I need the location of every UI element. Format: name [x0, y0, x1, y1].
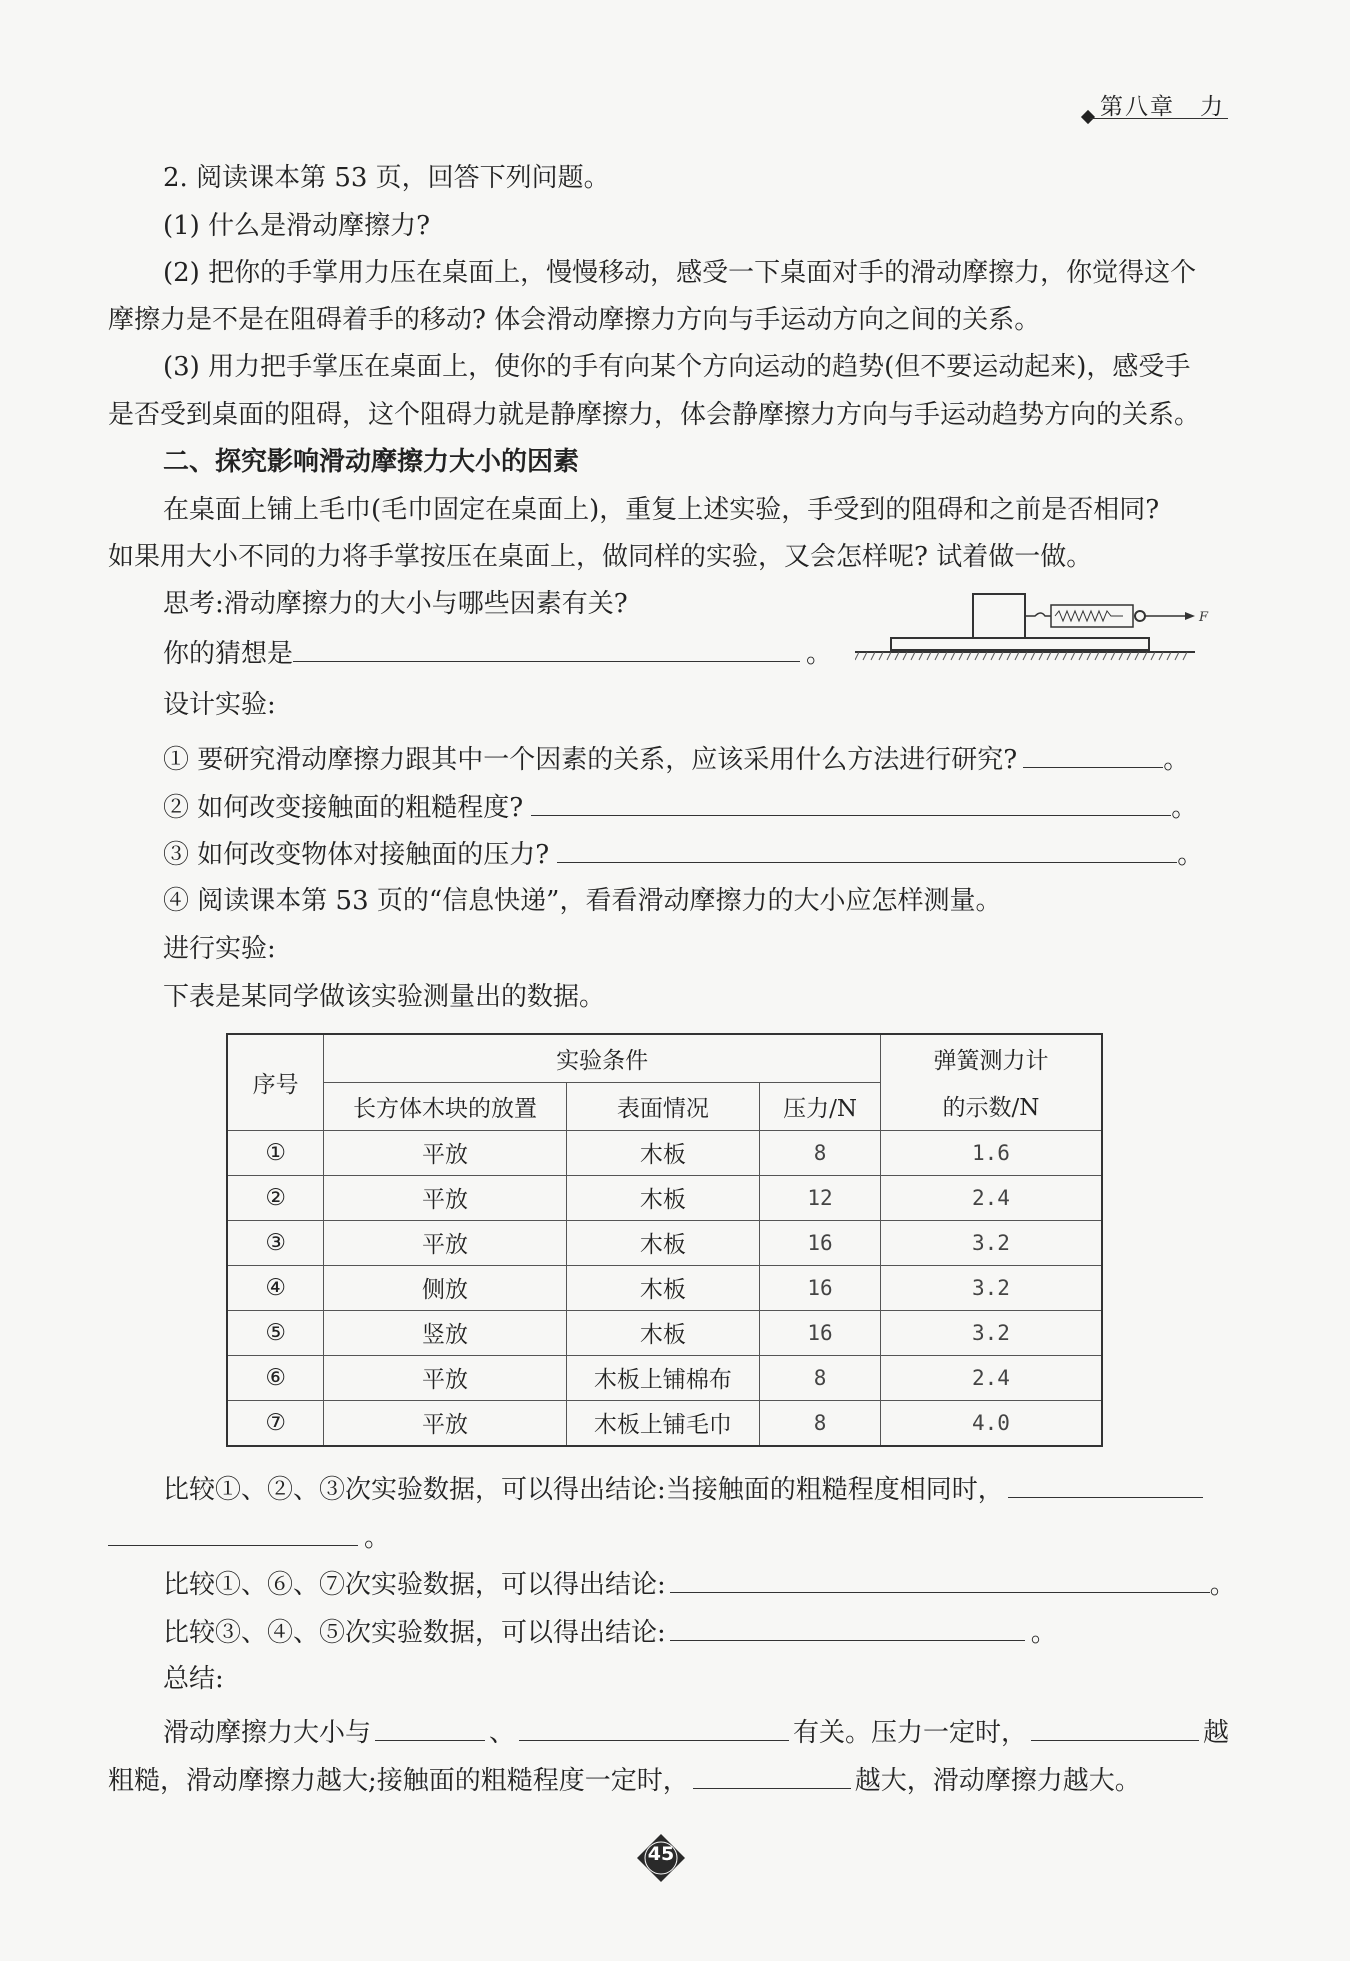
summary-blank-2[interactable] — [519, 1716, 789, 1741]
design-q1 — [163, 743, 1189, 775]
cell-reading: 2.4 — [880, 1355, 1102, 1400]
cell-placement: 侧放 — [324, 1265, 566, 1310]
summary-blank-3[interactable] — [1031, 1716, 1199, 1741]
q2-part3-line2: 是否受到桌面的阻碍，这个阻碍力就是静摩擦力，体会静摩擦力方向与手运动趋势方向的关系。 — [108, 400, 1201, 430]
q2-part3-line1: (3) 用力把手掌压在桌面上，使你的手有向某个方向运动的趋势(但不要运动起来)，感受手 — [163, 352, 1191, 382]
design-q2-period: 。 — [1171, 793, 1198, 823]
board — [891, 638, 1149, 650]
conclusion-1-blank-a[interactable] — [1008, 1473, 1203, 1498]
header-surface: 表面情况 — [566, 1082, 760, 1130]
header-index: 序号 — [227, 1034, 324, 1130]
cell-surface: 木板上铺棉布 — [566, 1355, 760, 1400]
design-label: 设计实验: — [163, 690, 276, 720]
conclusion-3-text: 比较③、④、⑤次实验数据，可以得出结论: — [163, 1618, 666, 1648]
cell-pressure: 16 — [760, 1265, 881, 1310]
cell-surface: 木板 — [566, 1265, 760, 1310]
guess-period: 。 — [806, 639, 833, 669]
cell-index: ① — [227, 1130, 324, 1175]
spring-scale-diagram — [855, 590, 1215, 665]
cell-placement: 平放 — [324, 1220, 566, 1265]
cell-index: ⑦ — [227, 1400, 324, 1446]
design-q1-blank[interactable] — [1023, 743, 1163, 768]
cell-placement: 平放 — [324, 1130, 566, 1175]
arrow-head-icon — [1185, 612, 1195, 620]
cell-index: ⑥ — [227, 1355, 324, 1400]
cell-reading: 1.6 — [880, 1130, 1102, 1175]
table-row — [227, 1265, 1102, 1310]
summary-text-f: 越大，滑动摩擦力越大。 — [854, 1766, 1141, 1796]
scale-ring — [1135, 611, 1145, 621]
design-q3-period: 。 — [1177, 840, 1204, 870]
cell-reading: 2.4 — [880, 1175, 1102, 1220]
header-reading-line1: 弹簧测力计 — [933, 1048, 1049, 1075]
section-text-line2: 如果用大小不同的力将手掌按压在桌面上，做同样的实验，又会怎样呢? 试着做一做。 — [108, 542, 1093, 572]
cell-reading: 3.2 — [880, 1310, 1102, 1355]
cell-reading: 4.0 — [880, 1400, 1102, 1446]
cell-placement: 竖放 — [324, 1310, 566, 1355]
design-q2-blank[interactable] — [531, 791, 1171, 816]
design-q2 — [163, 791, 1197, 823]
conclusion-1 — [163, 1473, 1203, 1505]
header-reading — [880, 1034, 1102, 1130]
q2-intro: 2. 阅读课本第 53 页，回答下列问题。 — [163, 163, 610, 193]
cell-index: ④ — [227, 1265, 324, 1310]
conclusion-3-period: 。 — [1030, 1618, 1057, 1648]
section-text-line1: 在桌面上铺上毛巾(毛巾固定在桌面上)，重复上述实验，手受到的阻碍和之前是否相同? — [163, 495, 1160, 525]
summary-line1 — [163, 1716, 1229, 1748]
design-q3-text: ③ 如何改变物体对接触面的压力? — [163, 840, 550, 870]
summary-line2 — [108, 1764, 1141, 1796]
cell-pressure: 8 — [760, 1355, 881, 1400]
conclusion-2-period: 。 — [1209, 1570, 1236, 1600]
cell-pressure: 16 — [760, 1310, 881, 1355]
design-q1-text: ① 要研究滑动摩擦力跟其中一个因素的关系，应该采用什么方法进行研究? — [163, 745, 1018, 775]
cell-surface: 木板 — [566, 1130, 760, 1175]
conclusion-1-text: 比较①、②、③次实验数据，可以得出结论:当接触面的粗糙程度相同时， — [163, 1475, 1004, 1505]
force-label: F — [1199, 610, 1209, 625]
cell-pressure: 16 — [760, 1220, 881, 1265]
header-reading-line2: 的示数/N — [942, 1095, 1040, 1122]
conclusion-2-blank[interactable] — [670, 1568, 1210, 1593]
summary-text-b: 、 — [489, 1718, 516, 1748]
conclusion-3-blank[interactable] — [670, 1616, 1025, 1641]
do-label: 进行实验: — [163, 934, 276, 964]
q2-part2-line1: (2) 把你的手掌用力压在桌面上，慢慢移动，感受一下桌面对手的滑动摩擦力，你觉得这个 — [163, 258, 1197, 288]
design-q1-period: 。 — [1163, 745, 1190, 775]
conclusion-3 — [163, 1616, 1057, 1648]
section-heading: 二、探究影响滑动摩擦力大小的因素 — [163, 447, 580, 477]
cell-index: ② — [227, 1175, 324, 1220]
summary-text-e: 粗糙，滑动摩擦力越大;接触面的粗糙程度一定时， — [108, 1766, 689, 1796]
table-row — [227, 1310, 1102, 1355]
header-pressure: 压力/N — [760, 1082, 881, 1130]
conclusion-1-cont — [108, 1521, 390, 1553]
header-placement: 长方体木块的放置 — [324, 1082, 566, 1130]
cell-surface: 木板上铺毛巾 — [566, 1400, 760, 1446]
cell-reading: 3.2 — [880, 1265, 1102, 1310]
conclusion-2 — [163, 1568, 1236, 1600]
cell-surface: 木板 — [566, 1175, 760, 1220]
header-rule — [1090, 118, 1228, 119]
cell-pressure: 8 — [760, 1400, 881, 1446]
summary-text-a: 滑动摩擦力大小与 — [163, 1718, 372, 1748]
cell-index: ③ — [227, 1220, 324, 1265]
cell-placement: 平放 — [324, 1175, 566, 1220]
table-row — [227, 1400, 1102, 1446]
conclusion-1-period: 。 — [364, 1523, 391, 1553]
guess-blank[interactable] — [293, 637, 800, 662]
q2-part2-line2: 摩擦力是不是在阻碍着手的移动? 体会滑动摩擦力方向与手运动方向之间的关系。 — [108, 305, 1041, 335]
cell-surface: 木板 — [566, 1310, 760, 1355]
cell-placement: 平放 — [324, 1355, 566, 1400]
experiment-table — [226, 1033, 1103, 1447]
table-row — [227, 1220, 1102, 1265]
design-q3-blank[interactable] — [557, 838, 1177, 863]
design-q3 — [163, 838, 1203, 870]
cell-surface: 木板 — [566, 1220, 760, 1265]
cell-pressure: 8 — [760, 1130, 881, 1175]
summary-label: 总结: — [163, 1664, 224, 1694]
table-row — [227, 1130, 1102, 1175]
cell-index: ⑤ — [227, 1310, 324, 1355]
table-row — [227, 1175, 1102, 1220]
spring-coil — [1055, 611, 1123, 621]
ground-hatching — [855, 652, 1187, 660]
guess-label: 你的猜想是 — [163, 639, 294, 669]
chapter-header: 第八章 力 — [1100, 94, 1225, 120]
design-q4: ④ 阅读课本第 53 页的“信息快递”，看看滑动摩擦力的大小应怎样测量。 — [163, 886, 1002, 916]
think-question: 思考:滑动摩擦力的大小与哪些因素有关? — [163, 589, 628, 619]
summary-text-c: 有关。压力一定时， — [793, 1718, 1028, 1748]
guess-line — [163, 637, 832, 669]
summary-blank-1[interactable] — [375, 1716, 485, 1741]
summary-blank-4[interactable] — [693, 1764, 851, 1789]
table-intro: 下表是某同学做该实验测量出的数据。 — [163, 982, 606, 1012]
conclusion-1-blank-b[interactable] — [108, 1521, 358, 1546]
cell-placement: 平放 — [324, 1400, 566, 1446]
design-q2-text: ② 如何改变接触面的粗糙程度? — [163, 793, 524, 823]
header-diamond-icon — [1081, 110, 1095, 124]
table-row — [227, 1355, 1102, 1400]
hook — [1025, 613, 1051, 616]
summary-text-d: 越 — [1203, 1718, 1230, 1748]
header-conditions: 实验条件 — [324, 1034, 881, 1082]
cell-reading: 3.2 — [880, 1220, 1102, 1265]
wooden-block — [973, 594, 1025, 638]
q2-part1: (1) 什么是滑动摩擦力? — [163, 211, 431, 241]
cell-pressure: 12 — [760, 1175, 881, 1220]
page-number: 45 — [647, 1843, 675, 1865]
conclusion-2-text: 比较①、⑥、⑦次实验数据，可以得出结论: — [163, 1570, 666, 1600]
